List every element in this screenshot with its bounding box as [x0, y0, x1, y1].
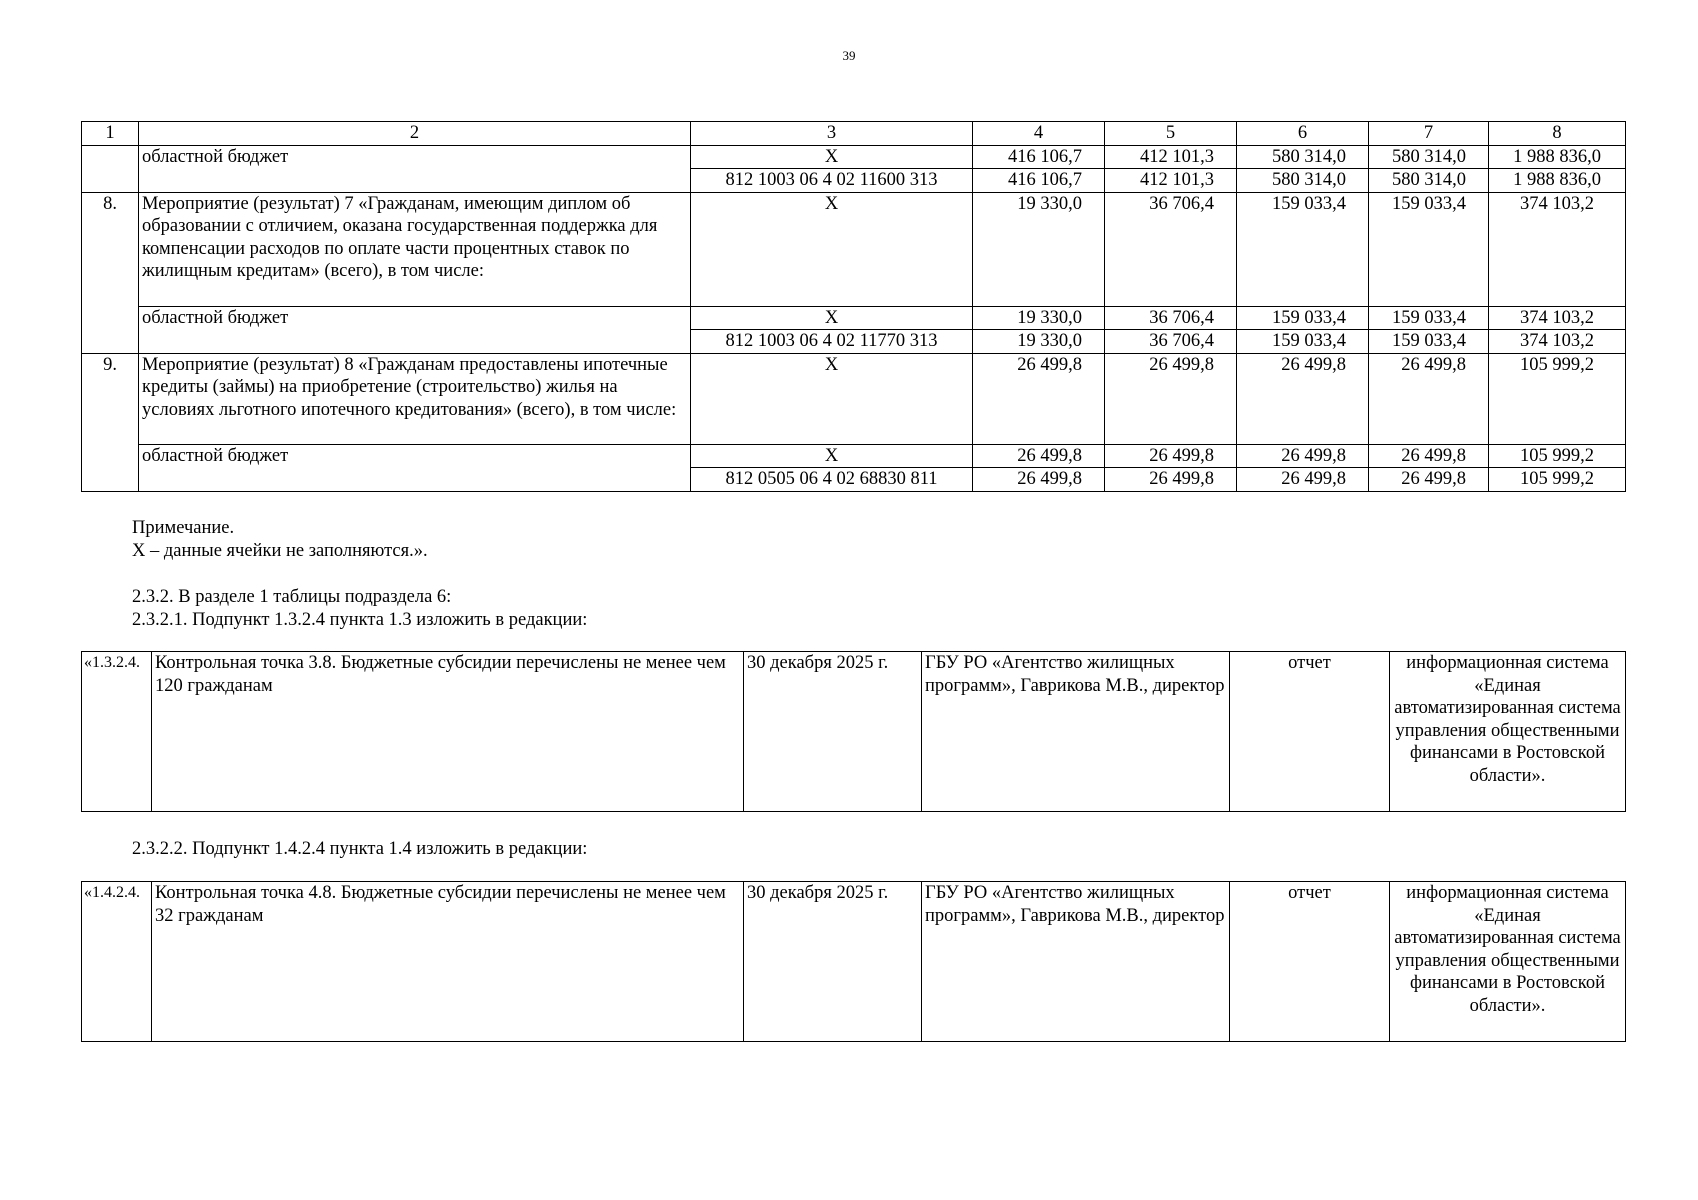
row-name: Мероприятие (результат) 8 «Гражданам предоставлены ипотечные кредиты (займы) на приобретение (строительство) жилья на условиях льготного ипотечного кредитования» (всего), в том числе:	[139, 353, 691, 444]
table-row	[82, 353, 1626, 444]
budget-code: X	[691, 145, 973, 169]
value-cell: 26 499,8	[1237, 353, 1369, 444]
row-number: 9.	[82, 353, 139, 491]
control-point-responsible: ГБУ РО «Агентство жилищных программ», Гаврикова М.В., директор	[922, 652, 1230, 812]
value-cell: 412 101,3	[1105, 169, 1237, 193]
header-cell: 5	[1105, 122, 1237, 146]
control-point-system: информационная система «Единая автоматизированная система управления общественными финансами в Ростовской области».	[1390, 652, 1626, 812]
control-point-date: 30 декабря 2025 г.	[744, 882, 922, 1042]
value-cell: 105 999,2	[1489, 468, 1626, 492]
value-cell: 26 499,8	[1105, 468, 1237, 492]
value-cell: 416 106,7	[973, 145, 1105, 169]
table-row	[82, 192, 1626, 306]
table-row	[82, 444, 1626, 468]
value-cell: 36 706,4	[1105, 306, 1237, 330]
table-row	[82, 652, 1626, 812]
budget-code: 812 1003 06 4 02 11770 313	[691, 330, 973, 354]
header-cell: 2	[139, 122, 691, 146]
budget-code: X	[691, 306, 973, 330]
value-cell: 26 499,8	[1105, 353, 1237, 444]
table-row	[82, 882, 1626, 1042]
row-number	[82, 145, 139, 192]
value-cell: 159 033,4	[1369, 192, 1489, 306]
budget-code: X	[691, 353, 973, 444]
row-name: областной бюджет	[139, 306, 691, 353]
value-cell: 159 033,4	[1237, 306, 1369, 330]
row-name: Мероприятие (результат) 7 «Гражданам, имеющим диплом об образовании с отличием, оказана государственная поддержка для компенсации расходов по оплате части процентных ставок по жилищным кредитам» (всего), в том числе:	[139, 192, 691, 306]
control-point-name: Контрольная точка 4.8. Бюджетные субсидии перечислены не менее чем 32 гражданам	[152, 882, 744, 1042]
value-cell: 26 499,8	[1105, 444, 1237, 468]
value-cell: 580 314,0	[1237, 169, 1369, 193]
value-cell: 374 103,2	[1489, 306, 1626, 330]
control-point-name: Контрольная точка 3.8. Бюджетные субсидии перечислены не менее чем 120 гражданам	[152, 652, 744, 812]
paragraph-2-3-2-2: 2.3.2.2. Подпункт 1.4.2.4 пункта 1.4 изложить в редакции:	[132, 839, 588, 859]
value-cell: 36 706,4	[1105, 192, 1237, 306]
control-point-system: информационная система «Единая автоматизированная система управления общественными финансами в Ростовской области».	[1390, 882, 1626, 1042]
budget-code: 812 1003 06 4 02 11600 313	[691, 169, 973, 193]
header-cell: 7	[1369, 122, 1489, 146]
header-cell: 4	[973, 122, 1105, 146]
table-header-row	[82, 122, 1626, 146]
paragraph-2-3-2: 2.3.2. В разделе 1 таблицы подраздела 6:	[132, 587, 452, 607]
value-cell: 26 499,8	[1369, 468, 1489, 492]
control-point-id: «1.3.2.4.	[82, 652, 152, 812]
paragraph-2-3-2-1: 2.3.2.1. Подпункт 1.3.2.4 пункта 1.3 изложить в редакции:	[132, 610, 588, 630]
value-cell: 1 988 836,0	[1489, 145, 1626, 169]
control-point-document: отчет	[1230, 652, 1390, 812]
value-cell: 159 033,4	[1237, 330, 1369, 354]
value-cell: 26 499,8	[1237, 468, 1369, 492]
budget-code: X	[691, 444, 973, 468]
control-point-id: «1.4.2.4.	[82, 882, 152, 1042]
value-cell: 26 499,8	[973, 468, 1105, 492]
header-cell: 8	[1489, 122, 1626, 146]
value-cell: 26 499,8	[1369, 353, 1489, 444]
value-cell: 105 999,2	[1489, 353, 1626, 444]
value-cell: 26 499,8	[1369, 444, 1489, 468]
value-cell: 412 101,3	[1105, 145, 1237, 169]
table-row	[82, 306, 1626, 330]
budget-table	[81, 121, 1626, 492]
note-text: X – данные ячейки не заполняются.».	[132, 541, 428, 561]
table-row	[82, 145, 1626, 169]
header-cell: 6	[1237, 122, 1369, 146]
value-cell: 159 033,4	[1237, 192, 1369, 306]
control-point-table-2	[81, 881, 1626, 1042]
header-cell: 3	[691, 122, 973, 146]
header-cell: 1	[82, 122, 139, 146]
value-cell: 374 103,2	[1489, 192, 1626, 306]
note-title: Примечание.	[132, 518, 235, 538]
value-cell: 19 330,0	[973, 192, 1105, 306]
value-cell: 580 314,0	[1369, 169, 1489, 193]
budget-code: X	[691, 192, 973, 306]
value-cell: 1 988 836,0	[1489, 169, 1626, 193]
value-cell: 580 314,0	[1369, 145, 1489, 169]
value-cell: 580 314,0	[1237, 145, 1369, 169]
value-cell: 26 499,8	[973, 353, 1105, 444]
row-number: 8.	[82, 192, 139, 353]
value-cell: 374 103,2	[1489, 330, 1626, 354]
budget-code: 812 0505 06 4 02 68830 811	[691, 468, 973, 492]
row-name: областной бюджет	[139, 444, 691, 491]
value-cell: 19 330,0	[973, 306, 1105, 330]
value-cell: 159 033,4	[1369, 306, 1489, 330]
value-cell: 416 106,7	[973, 169, 1105, 193]
control-point-table-1	[81, 651, 1626, 812]
row-name: областной бюджет	[139, 145, 691, 192]
control-point-document: отчет	[1230, 882, 1390, 1042]
value-cell: 159 033,4	[1369, 330, 1489, 354]
value-cell: 19 330,0	[973, 330, 1105, 354]
control-point-date: 30 декабря 2025 г.	[744, 652, 922, 812]
value-cell: 26 499,8	[1237, 444, 1369, 468]
control-point-responsible: ГБУ РО «Агентство жилищных программ», Гаврикова М.В., директор	[922, 882, 1230, 1042]
value-cell: 36 706,4	[1105, 330, 1237, 354]
page-number: 39	[842, 48, 856, 63]
value-cell: 26 499,8	[973, 444, 1105, 468]
value-cell: 105 999,2	[1489, 444, 1626, 468]
